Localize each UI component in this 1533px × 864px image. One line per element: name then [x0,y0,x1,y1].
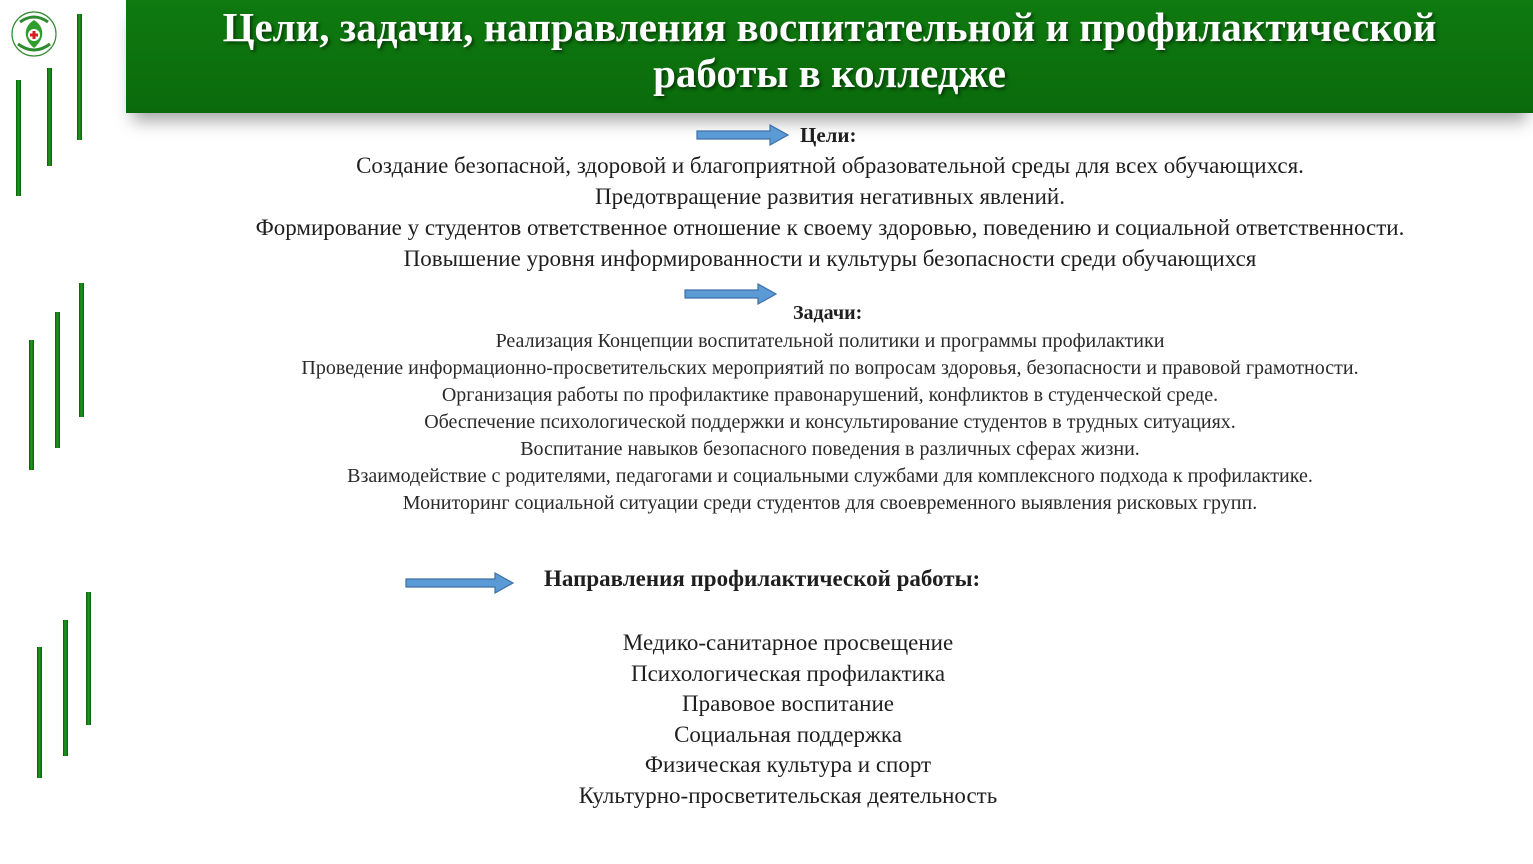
college-logo-icon [6,8,64,60]
decorative-bar [16,80,21,196]
decorative-bar [47,68,52,166]
tasks-heading: Задачи: [793,302,863,324]
decorative-bar [29,340,34,470]
arrow-right-icon [684,283,778,305]
slide-title-line-2: работы в колледже [653,50,1006,96]
goal-item: Предотвращение развития негативных явлений. [595,184,1065,209]
arrow-right-icon [405,572,515,594]
direction-item: Психологическая профилактика [630,660,946,686]
goals-list [150,150,1510,274]
goal-item: Повышение уровня информированности и культуры безопасности среди обучающихся [403,246,1257,271]
task-item: Мониторинг социальной ситуации среди студентов для своевременного выявления рисковых групп. [402,492,1258,514]
decorative-bar [37,647,42,778]
direction-item: Культурно-просветительская деятельность [578,782,998,808]
decorative-bar [79,283,84,417]
slide-title-line-1: Цели, задачи, направления воспитательной и профилактической [222,4,1437,50]
directions-list [480,628,1096,812]
directions-heading: Направления профилактической работы: [544,566,981,591]
tasks-list [130,328,1530,517]
task-item: Обеспечение психологической поддержки и консультирование студентов в трудных ситуациях. [424,411,1236,433]
goals-heading: Цели: [800,123,857,147]
slide-title [126,4,1533,114]
arrow-right-icon [696,124,790,146]
direction-item: Правовое воспитание [682,691,894,717]
decorative-bar [55,312,60,448]
decorative-bar [77,14,82,140]
decorative-bar [63,620,68,756]
task-item: Взаимодействие с родителями, педагогами и социальными службами для комплексного подхода к профилактике. [347,465,1313,487]
direction-item: Социальная поддержка [674,721,902,747]
direction-item: Медико-санитарное просвещение [622,630,954,655]
goal-item: Создание безопасной, здоровой и благоприятной образовательной среды для всех обучающихся. [356,153,1304,178]
task-item: Воспитание навыков безопасного поведения в различных сферах жизни. [520,438,1140,460]
goal-item: Формирование у студентов ответственное отношение к своему здоровью, поведению и социальной ответственности. [255,215,1405,240]
task-item: Реализация Концепции воспитательной политики и программы профилактики [495,330,1165,352]
decorative-bar [86,592,91,725]
task-item: Организация работы по профилактике правонарушений, конфликтов в студенческой среде. [441,384,1219,406]
direction-item: Физическая культура и спорт [644,752,932,778]
task-item: Проведение информационно-просветительских мероприятий по вопросам здоровья, безопасности и правовой грамотности. [301,357,1359,379]
